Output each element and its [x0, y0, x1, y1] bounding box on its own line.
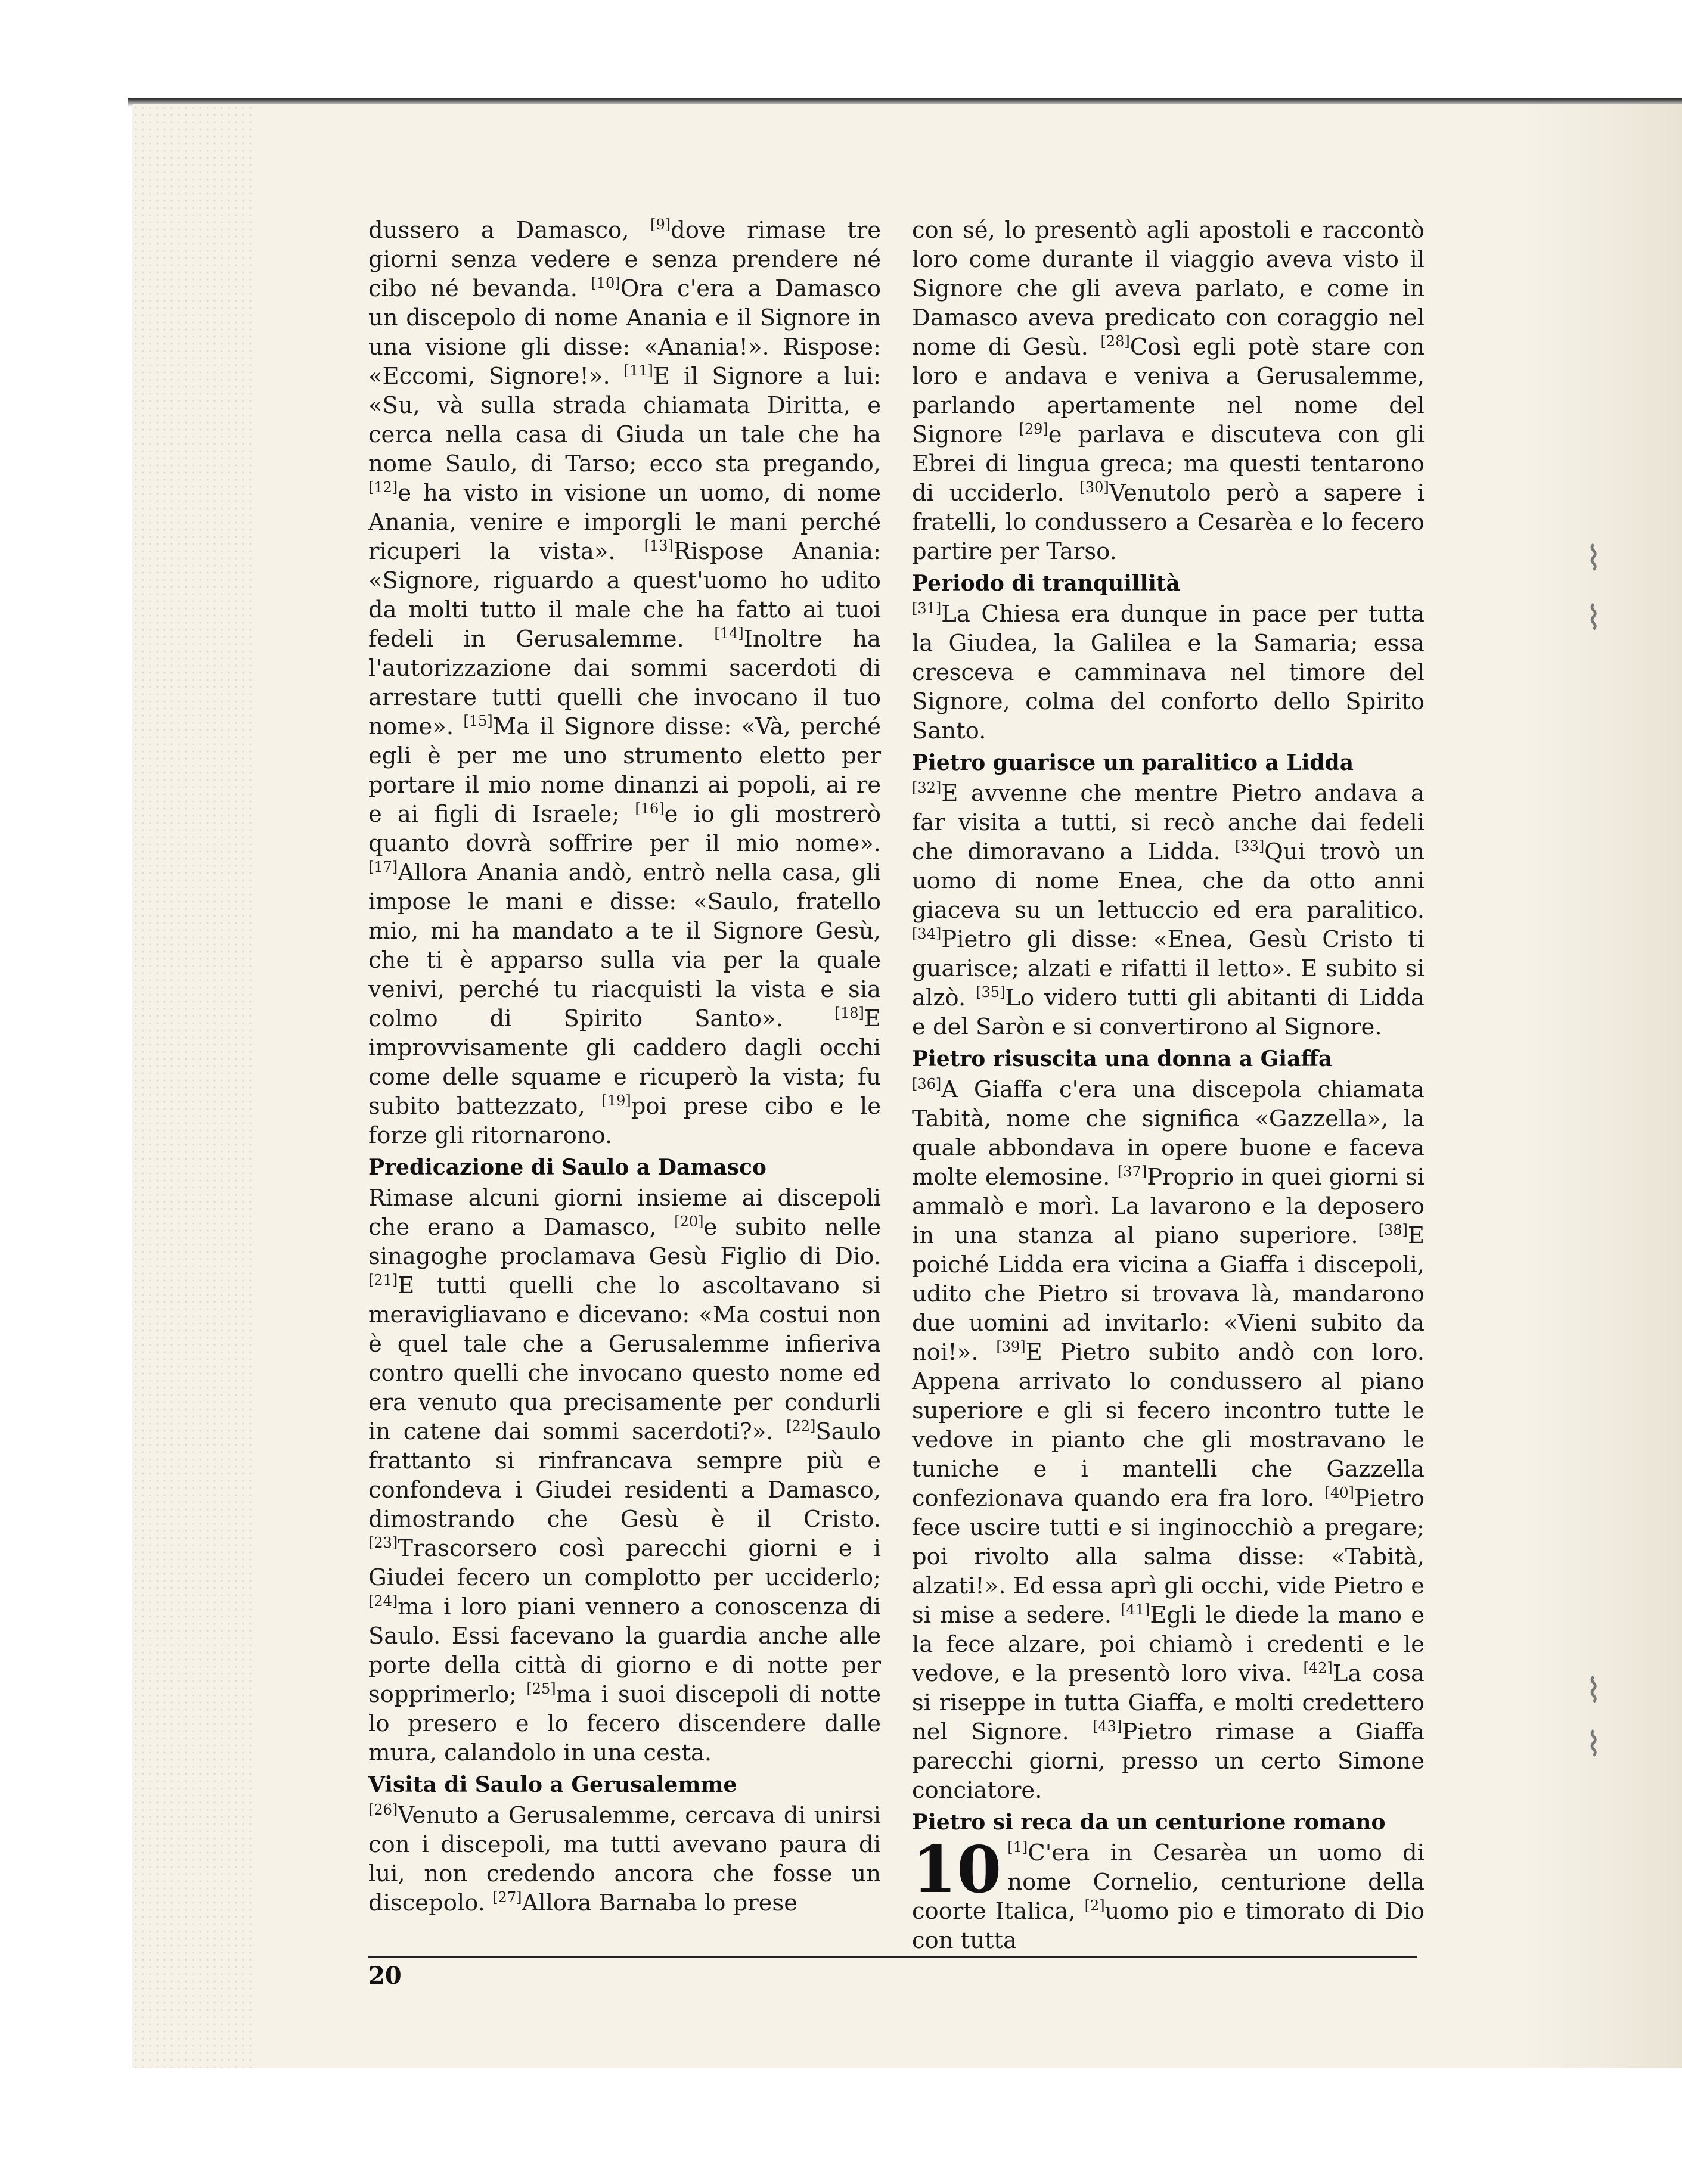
verse-number: [16]: [635, 800, 665, 817]
verse-text: A Giaffa c'era una discepola chiamata Tabità, nome che significa «Gazzella», la quale abbondava in opere buone e faceva molte elemosine.: [912, 1076, 1425, 1191]
page-number: 20: [368, 1962, 402, 1990]
verse-text: Qui trovò un uomo di nome Enea, che da otto anni giaceva su un lettuccio ed era paralitico.: [912, 838, 1425, 924]
verse-paragraph: [912, 779, 1425, 1042]
verse-number: [43]: [1093, 1718, 1122, 1735]
verse-number: [27]: [492, 1889, 522, 1906]
section-heading: Predicazione di Saulo a Damasco: [368, 1155, 766, 1180]
verse-text: Lo videro tutti gli abitanti di Lidda e del Saròn e si convertirono al Signore.: [912, 984, 1425, 1040]
binding-gutter: [1520, 104, 1682, 2068]
section-heading: Periodo di tranquillità: [912, 571, 1180, 596]
verse-text: La Chiesa era dunque in pace per tutta la Giudea, la Galilea e la Samaria; essa cresceva e camminava nel timore del Signore, colma del conforto dello Spirito Santo.: [912, 601, 1425, 744]
verse-text: C'era in Cesarèa un uomo di nome Cornelio, centurione della coorte Italica,: [912, 1840, 1425, 1925]
verse-number: [22]: [786, 1418, 816, 1434]
verse-text: ma i suoi discepoli di notte lo presero e lo fecero discendere dalle mura, calandolo in una cesta.: [368, 1681, 882, 1766]
chapter-number: 10: [912, 1832, 1002, 1907]
verse-text: Egli le diede la mano e la fece alzare, poi chiamò i credenti e le vedove, e la presentò loro viva.: [912, 1602, 1425, 1687]
verse-text: E il Signore a lui: «Su, và sulla strada chiamata Diritta, e cerca nella casa di Giuda un tale che ha nome Saulo, di Tarso; ecco sta pregando,: [368, 363, 881, 477]
verse-text: Ora c'era a Damasco un discepolo di nome Anania e il Signore in una visione gli disse: «Anania!». Rispose: «Eccomi, Signore!».: [368, 275, 881, 390]
verse-text: uomo pio e timorato di Dio con tutta: [912, 1898, 1425, 1954]
verse-number: [15]: [463, 713, 493, 729]
verse-text: dussero a Damasco,: [368, 217, 651, 244]
section-heading: Visita di Saulo a Gerusalemme: [368, 1772, 737, 1797]
verse-text: E improvvisamente gli caddero dagli occhi come delle squame e ricuperò la vista; fu subito battezzato,: [368, 1005, 881, 1120]
verse-number: [32]: [912, 779, 942, 796]
section-heading: Pietro si reca da un centurione romano: [912, 1810, 1386, 1835]
verse-text: Allora Anania andò, entrò nella casa, gli impose le mani e disse: «Saulo, fratello mio, mi ha mandato a te il Signore Gesù, che ti è apparso sulla via per la quale venivi, perché tu riacquisti la vista e sia colmo di Spirito Santo».: [368, 859, 881, 1032]
verse-text: poi prese cibo e le forze gli ritornarono.: [368, 1093, 882, 1149]
verse-text: e parlava e discuteva con gli Ebrei di lingua greca; ma questi tentarono di ucciderlo.: [912, 421, 1425, 507]
verse-number: [33]: [1235, 838, 1265, 855]
verse-text: e io gli mostrerò quanto dovrà soffrire per il mio nome».: [368, 801, 882, 857]
verse-text: Ma il Signore disse: «Và, perché egli è per me uno strumento eletto per portare il mio nome dinanzi ai popoli, ai re e ai figli di Israele;: [368, 713, 881, 828]
verse-number: [39]: [996, 1338, 1026, 1355]
verse-number: [17]: [368, 859, 398, 875]
staple-mark-icon: ⌇: [1585, 1672, 1602, 1710]
verse-number: [25]: [526, 1680, 556, 1697]
verse-text: Pietro rimase a Giaffa parecchi giorni, presso un certo Simone conciatore.: [912, 1719, 1425, 1804]
verse-text: E avvenne che mentre Pietro andava a far visita a tutti, si recò anche dai fedeli che dimoravano a Lidda.: [912, 780, 1425, 865]
verse-number: [24]: [368, 1593, 398, 1610]
verse-number: [28]: [1100, 333, 1130, 350]
verse-text: e subito nelle sinagoghe proclamava Gesù Figlio di Dio.: [368, 1214, 882, 1270]
verse-number: [37]: [1117, 1163, 1147, 1180]
staple-mark-icon: ⌇: [1585, 599, 1602, 638]
verse-number: [40]: [1324, 1484, 1354, 1501]
verse-text: Venutolo però a sapere i fratelli, lo condussero a Cesarèa e lo fecero partire per Tarso.: [912, 480, 1425, 565]
verse-text: Rimase alcuni giorni insieme ai discepoli che erano a Damasco,: [368, 1185, 881, 1241]
verse-text: Saulo frattanto si rinfrancava sempre più e confondeva i Giudei residenti a Damasco, dimostrando che Gesù è il Cristo.: [368, 1418, 881, 1533]
verse-number: [13]: [644, 538, 674, 554]
verse-number: [12]: [368, 479, 398, 496]
verse-number: [42]: [1303, 1660, 1333, 1676]
footer-rule: [368, 1956, 1417, 1958]
staple-mark-icon: ⌇: [1585, 539, 1602, 578]
verse-text: E poiché Lidda era vicina a Giaffa i discepoli, udito che Pietro si trovava là, mandarono due uomini ad invitarlo: «Vieni subito da noi!».: [912, 1222, 1425, 1366]
verse-text: Allora Barnaba lo prese: [522, 1890, 797, 1916]
verse-number: [18]: [834, 1005, 864, 1021]
verse-text: Inoltre ha l'autorizzazione dai sommi sacerdoti di arrestare tutti quelli che invocano il tuo nome».: [368, 626, 881, 740]
verse-text: Rispose Anania: «Signore, riguardo a quest'uomo ho udito da molti tutto il male che ha fatto ai tuoi fedeli in Gerusalemme.: [368, 538, 881, 653]
verse-number: [35]: [976, 984, 1006, 1001]
verse-number: [14]: [714, 625, 744, 642]
page-texture: [132, 104, 252, 2068]
section-heading: Pietro guarisce un paralitico a Lidda: [912, 750, 1354, 775]
verse-paragraph: [368, 1801, 881, 1918]
verse-number: [29]: [1019, 421, 1048, 437]
verse-text: E tutti quelli che lo ascoltavano si meravigliavano e dicevano: «Ma costui non è quel tale che a Gerusalemme infieriva contro quelli che invocano questo nome ed era venuto qua precisamente per condurli in catene dai sommi sacerdoti?».: [368, 1272, 881, 1445]
verse-number: [30]: [1079, 479, 1109, 496]
verse-number: [10]: [591, 275, 620, 291]
verse-text: Così egli potè stare con loro e andava e veniva a Gerusalemme, parlando apertamente nel nome del Signore: [912, 334, 1425, 448]
verse-text: Pietro fece uscire tutti e si inginocchiò a pregare; poi rivolto alla salma disse: «Tabità, alzati!». Ed essa aprì gli occhi, vide Pietro e si mise a sedere.: [912, 1485, 1425, 1629]
verse-number: [1]: [1007, 1839, 1028, 1856]
verse-number: [36]: [912, 1076, 942, 1092]
verse-number: [41]: [1121, 1601, 1150, 1618]
verse-number: [31]: [912, 600, 942, 617]
verse-number: [20]: [674, 1213, 704, 1230]
verse-number: [2]: [1084, 1897, 1105, 1914]
verse-paragraph: [912, 216, 1425, 566]
verse-paragraph: [912, 599, 1425, 745]
verse-number: [34]: [912, 925, 942, 942]
verse-number: [19]: [601, 1092, 631, 1109]
section-heading: Pietro risuscita una donna a Giaffa: [912, 1046, 1333, 1071]
verse-text: e ha visto in visione un uomo, di nome Anania, venire e imporgli le mani perché ricuperi la vista».: [368, 480, 881, 565]
verse-number: [26]: [368, 1801, 398, 1818]
right-text-column: [912, 216, 1425, 1955]
page-sheet: [132, 104, 1682, 2068]
verse-text: Pietro gli disse: «Enea, Gesù Cristo ti guarisce; alzati e rifatti il letto». E subito si alzò.: [912, 926, 1425, 1011]
verse-text: Venuto a Gerusalemme, cercava di unirsi con i discepoli, ma tutti avevano paura di lui, non credendo ancora che fosse un discepolo.: [368, 1802, 881, 1916]
verse-text: Proprio in quei giorni si ammalò e morì. La lavarono e la deposero in una stanza al piano superiore.: [912, 1164, 1425, 1249]
verse-number: [21]: [368, 1272, 398, 1288]
verse-text: ma i loro piani vennero a conoscenza di Saulo. Essi facevano la guardia anche alle porte della città di giorno e di notte per sopprimerlo;: [368, 1593, 881, 1708]
verse-text: E Pietro subito andò con loro. Appena arrivato lo condussero al piano superiore e gli si fecero incontro tutte le vedove in pianto che gli mostravano le tuniche e i mantelli che Gazzella confezionava quando era fra loro.: [912, 1339, 1425, 1512]
verse-text: La cosa si riseppe in tutta Giaffa, e molti credettero nel Signore.: [912, 1660, 1425, 1745]
verse-text: dove rimase tre giorni senza vedere e senza prendere né cibo né bevanda.: [368, 217, 881, 302]
verse-number: [38]: [1378, 1222, 1408, 1238]
staple-mark-icon: ⌇: [1585, 1725, 1602, 1764]
verse-text: con sé, lo presentò agli apostoli e raccontò loro come durante il viaggio aveva visto il Signore che gli aveva parlato, e come in Damasco aveva predicato con coraggio nel nome di Gesù.: [912, 217, 1425, 361]
verse-paragraph: [368, 1183, 881, 1767]
verse-number: [11]: [623, 362, 653, 379]
verse-number: [9]: [650, 216, 671, 233]
left-text-column: [368, 216, 881, 1918]
verse-paragraph: [912, 1075, 1425, 1805]
verse-paragraph: [368, 216, 881, 1150]
verse-paragraph: [912, 1832, 1425, 1955]
verse-text: Trascorsero così parecchi giorni e i Giudei fecero un complotto per ucciderlo;: [368, 1535, 881, 1591]
verse-number: [23]: [368, 1534, 398, 1551]
